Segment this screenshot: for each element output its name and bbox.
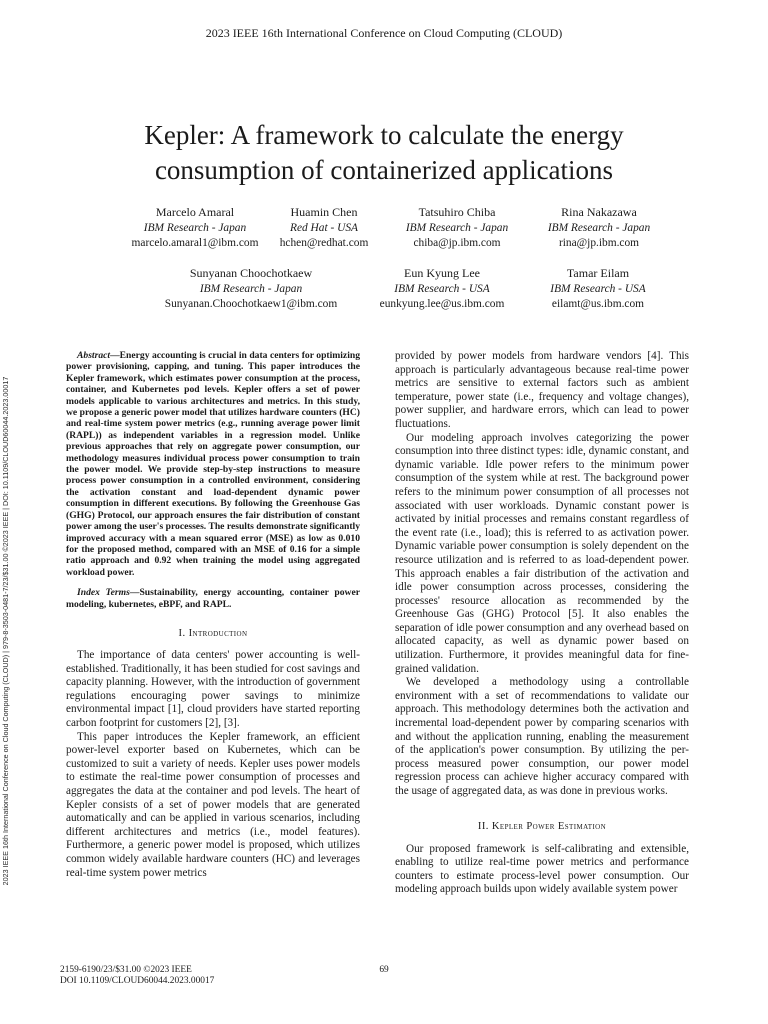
index-terms — [66, 587, 360, 610]
author-name: Eun Kyung Lee — [404, 266, 480, 280]
author-affiliation: IBM Research - USA — [394, 282, 490, 295]
title-line: consumption of containerized applications — [154, 155, 614, 185]
title-line: Kepler: A framework to calculate the energy — [144, 120, 624, 150]
right-column — [395, 350, 689, 897]
author-email: eilamt@us.ibm.com — [551, 298, 645, 310]
index-terms-body: —Sustainability, energy accounting, container power modeling, kubernetes, eBPF, and RAPL. — [66, 587, 360, 610]
author-affiliation: IBM Research - Japan — [199, 282, 303, 295]
author-email: hchen@redhat.com — [279, 237, 369, 249]
author-affiliation: IBM Research - Japan — [143, 221, 247, 234]
footer-issn: 2159-6190/23/$31.00 ©2023 IEEE — [60, 965, 192, 975]
author-email: Sunyanan.Choochotkaew1@ibm.com — [164, 298, 338, 310]
author-block — [165, 266, 337, 313]
author-affiliation: Red Hat - USA — [289, 221, 359, 234]
author-block — [280, 205, 369, 252]
paragraph: Our modeling approach involves categorizing the power consumption into three distinct types: idle, dynamic constant, and dynamic variable. Idle power refers to the minimum power consumption of the system while at rest. The background power refers to the minimum power consumption of all processes not associated with user workloads. Dynamic constant power is activated by initial processes and remains constant regardless of the event rate (i.e., load); this is referred to as activation power. Dynamic variable power consumption is solely dependent on the resource utilization and is referred to as load-dependent power. This approach enables a fair distribution of the activation and idle power consumption across processes, considering the processes' resource allocation as recommended by the Greenhouse Gas (GHG) Protocol [5]. It also enables the separation of idle power consumption and any overhead based on allocated capacity, as well as dynamic power based on utilization. Furthermore, it provides meaningful data for fine-grained validation. — [395, 431, 689, 675]
author-email: chiba@jp.ibm.com — [413, 237, 501, 249]
page-number: 69 — [379, 965, 389, 975]
author-email: marcelo.amaral1@ibm.com — [131, 237, 259, 249]
abstract-lead: Abstract — [77, 350, 111, 361]
author-email: rina@jp.ibm.com — [558, 237, 640, 249]
doi-sidebar: 2023 IEEE 16th International Conference on Cloud Computing (CLOUD) | 979-8-3503-0481-7/23/$31.00 ©2023 IEEE | DOI: 10.1109/CLOUD60044.2023.00017 — [1, 376, 10, 886]
author-name: Tamar Eilam — [566, 266, 630, 280]
author-block — [406, 205, 508, 252]
author-affiliation: IBM Research - USA — [550, 282, 646, 295]
paragraph: Our proposed framework is self-calibrating and extensible, enabling to utilize real-time power metrics and performance counters to estimate process-level power consumption. Our modeling approach builds upon widely available system power — [395, 842, 689, 896]
conference-header: 2023 IEEE 16th International Conference on Cloud Computing (CLOUD) — [205, 26, 563, 40]
author-name: Rina Nakazawa — [561, 205, 637, 219]
author-name: Sunyanan Choochotkaew — [189, 266, 313, 280]
author-name: Tatsuhiro Chiba — [418, 205, 496, 219]
section-heading: I. Introduction — [178, 627, 248, 639]
paper-title — [60, 118, 708, 188]
paragraph: We developed a methodology using a controllable environment with a set of recommendations to validate our approach. This methodology determines both the activation and incremental load-dependent power by comparing scenarios with and without the application running, enabling the measurement of the application's power consumption. By utilizing the per-process measured power consumption, our power model regression process can achieve higher accuracy compared with the usage of aggregated data, as was done in previous works. — [395, 676, 689, 797]
author-affiliation: IBM Research - Japan — [547, 221, 651, 234]
author-block — [132, 205, 259, 252]
author-name: Huamin Chen — [290, 205, 358, 219]
author-email: eunkyung.lee@us.ibm.com — [379, 298, 505, 310]
author-affiliation: IBM Research - Japan — [405, 221, 509, 234]
paragraph: The importance of data centers' power accounting is well-established. Traditionally, it has been studied for cost savings and capacity planning. However, with the introduction of government regulations encouraging power savings to minimize environmental impact [1], cloud providers have started reporting carbon footprint for customers [2], [3]. — [66, 649, 360, 729]
paragraph: This paper introduces the Kepler framework, an efficient power-level exporter based on Kubernetes, which can be customized to suit a variety of needs. Kepler uses power models to estimate the real-time power consumption of processes and aggregates the data at the container and pod levels. The heart of Kepler consists of a set of power models that are generated automatically and can be applied in various scenarios, including different architectures and metrics (i.e., model features). Furthermore, a generic power model is proposed, which utilizes common widely available hardware counters (HC) and leverages real-time system power metrics — [66, 730, 360, 879]
abstract — [66, 350, 360, 578]
abstract-body: —Energy accounting is crucial in data centers for optimizing power provisioning, capping, and tuning. This paper introduces the Kepler framework, which estimates power consumption at the process, container, and Kubernetes pod levels. Kepler offers a set of power models applicable to various architectures and metrics. In this study, we propose a generic power model that utilizes hardware counters (HC) and real-time system power metrics (e.g., running average power limit (RAPL)) as independent variables in a regression model. Unlike previous approaches that rely on aggregate power consumption, our methodology measures individual process power consumption to train the power model. We provide step-by-step instructions to measure process power consumption in a controlled environment, considering the activation constant and load-dependent dynamic power consumption in different executions. By following the Greenhouse Gas (GHG) Protocol, our approach ensures the fair distribution of constant power among the user's processes. The results demonstrate significantly improved accuracy with a mean squared error (MSE) as low as 0.010 for the proposed method, compared with an MSE of 0.16 for a simple ratio approach and 0.92 when training the model using aggregated workload power. — [66, 350, 360, 578]
author-block — [548, 205, 650, 252]
footer-doi: DOI 10.1109/CLOUD60044.2023.00017 — [60, 976, 215, 986]
index-terms-lead: Index Terms — [77, 587, 130, 599]
paragraph: provided by power models from hardware vendors [4]. This approach is particularly advantageous because real-time power metrics are sensitive to external factors such as ambient temperature, power state (i.e., frequency and voltage changes), power supplier, and hardware errors, which can lead to power fluctuations. — [395, 350, 689, 430]
author-name: Marcelo Amaral — [155, 205, 235, 219]
author-block — [550, 266, 645, 313]
section-heading: II. Kepler Power Estimation — [477, 820, 607, 832]
left-column — [66, 350, 360, 880]
author-block — [380, 266, 505, 313]
